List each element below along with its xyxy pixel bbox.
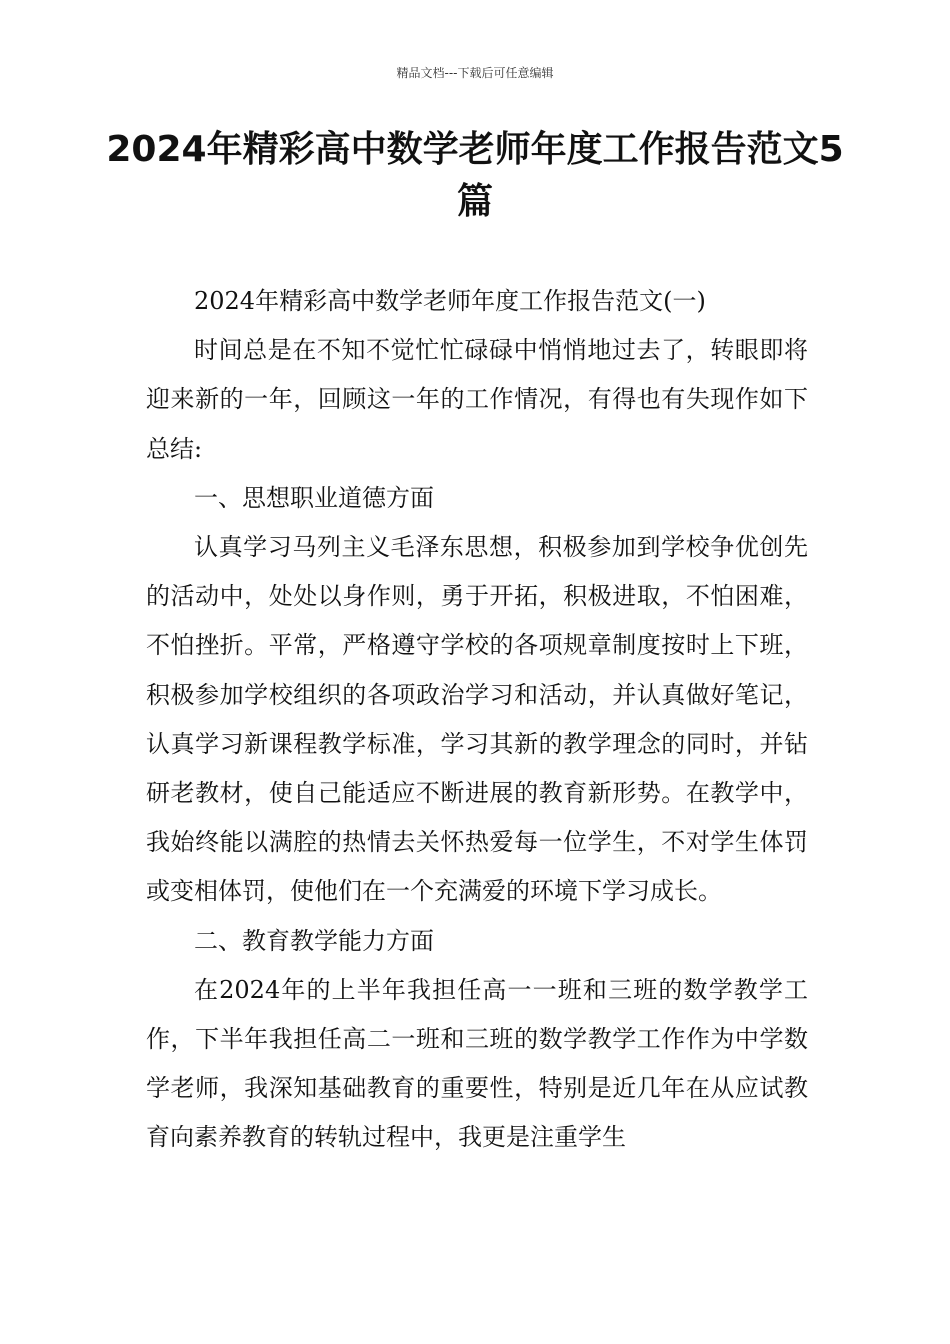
body-paragraph: 认真学习马列主义毛泽东思想，积极参加到学校争优创先的活动中，处处以身作则，勇于开拓，积极进取，不怕困难，不怕挫折。平常，严格遵守学校的各项规章制度按时上下班，积极参加学校组织的各项政治学习和活动，并认真做好笔记，认真学习新课程教学标准，学习其新的教学理念的同时，并钻研老教材，使自己能适应不断进展的教育新形势。在教学中，我始终能以满腔的热情去关怀热爱每一位学生，不对学生体罚或变相体罚，使他们在一个充满爱的环境下学习成长。: [146, 533, 808, 906]
body-paragraph: 时间总是在不知不觉忙忙碌碌中悄悄地过去了，转眼即将迎来新的一年，回顾这一年的工作情况，有得也有失现作如下总结:: [146, 336, 808, 463]
document-title: 2024年精彩高中数学老师年度工作报告范文5篇: [106, 129, 844, 222]
section-heading: 二、教育教学能力方面: [194, 926, 434, 955]
header-note: 精品文档---下载后可任意编辑: [396, 66, 554, 80]
body-paragraph: 在2024年的上半年我担任高一一班和三班的数学教学工作，下半年我担任高二一班和三班的数学教学工作作为中学数学老师，我深知基础教育的重要性，特别是近几年在从应试教育向素养教育的转轨过程中，我更是注重学生: [146, 975, 808, 1152]
section-heading: 2024年精彩高中数学老师年度工作报告范文(一): [194, 287, 706, 315]
section-heading: 一、思想职业道德方面: [194, 483, 434, 512]
document-body: [146, 277, 808, 1163]
